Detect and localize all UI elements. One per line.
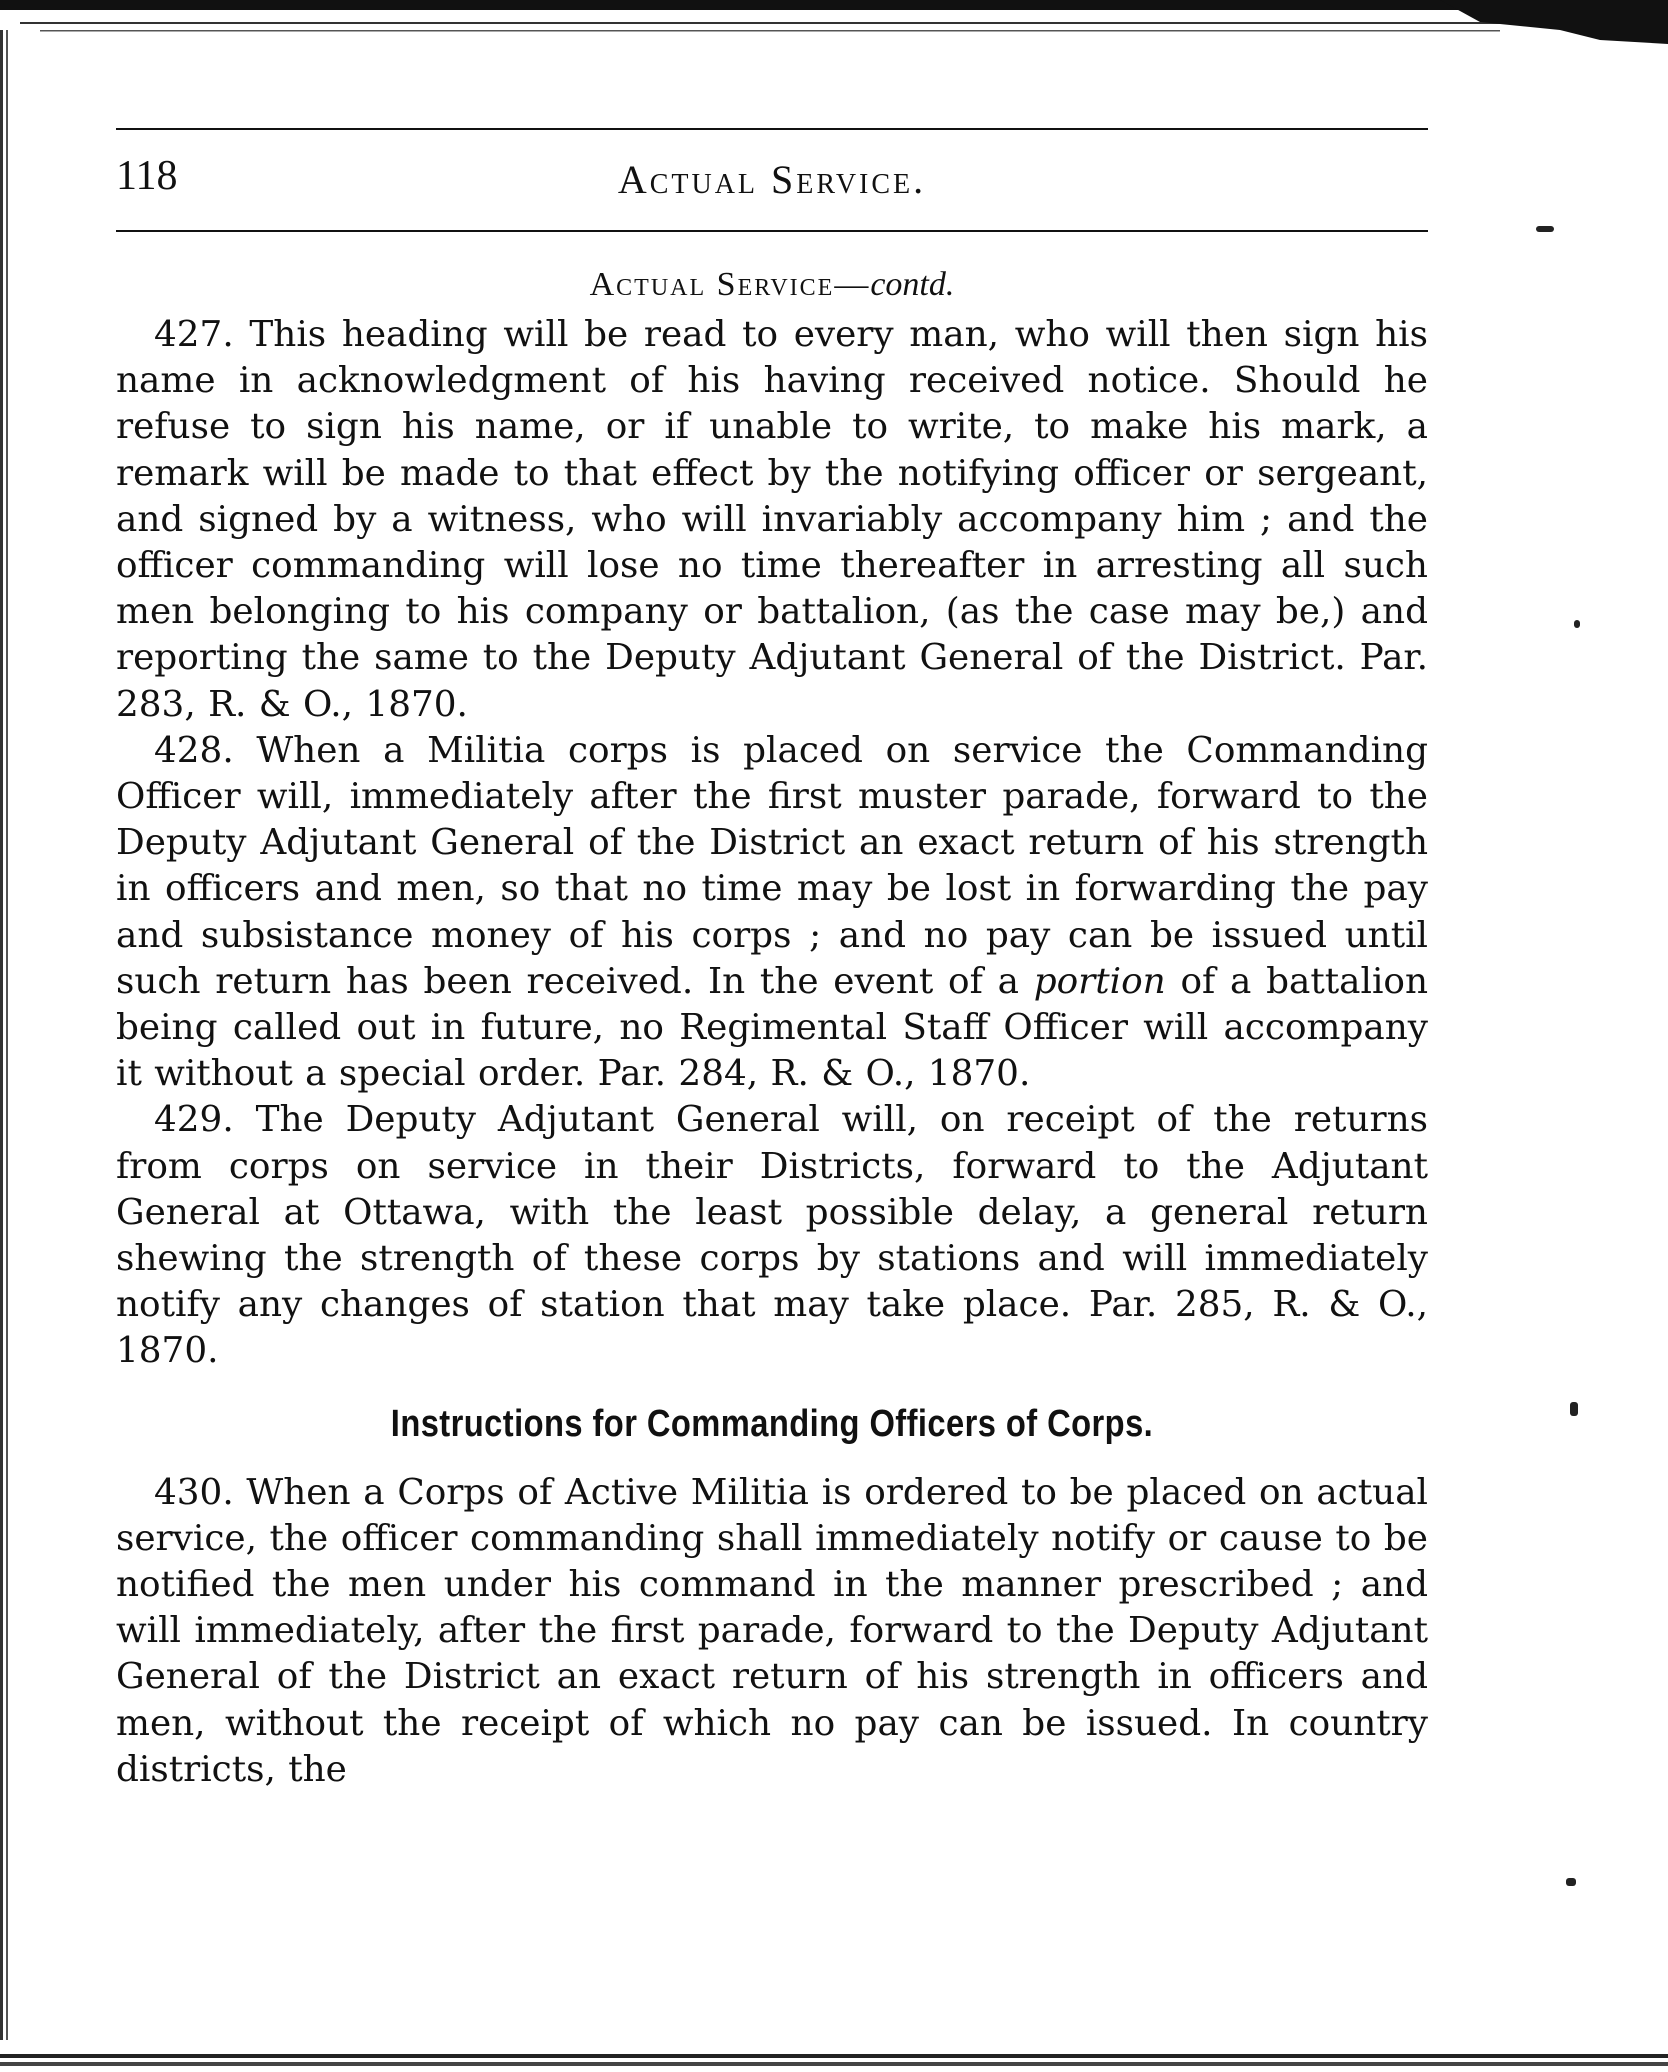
margin-mark <box>1570 1402 1578 1416</box>
margin-mark <box>1566 1878 1576 1886</box>
scan-bottom-edge <box>0 2046 1668 2072</box>
paragraph-428 <box>116 728 1428 1098</box>
paragraph-430: 430. When a Corps of Active Militia is ordered to be placed on actual service, the officer commanding shall immediately notify or cause to be notified the men under his command in the manner prescribed ; and will immediately, after the first parade, forward to the Deputy Adjutant General of the District an exact return of his strength in officers and men, without the receipt of which no pay can be issued. In country districts, the <box>116 1471 1428 1790</box>
paragraph-428-italic: portion <box>1033 960 1166 1002</box>
paragraph-428-part1: 428. When a Militia corps is placed on service the Commanding Officer will, immediately after the first muster parade, forward to the Deputy Adjutant General of the District an exact return of his strength in officers and men, so that no time may be lost in forwarding the pay and subsistance money of his corps ; and no pay can be issued until such return has been received. In the event of a <box>116 729 1428 1002</box>
continuation-title: Actual Service— <box>589 266 871 303</box>
head-rule <box>116 230 1428 232</box>
paragraph-427: 427. This heading will be read to every man, who will then sign his name in acknowledgment of his having received notice. Should he refuse to sign his name, or if unable to write, to make his mark, a remark will be made to that effect by the notifying officer or sergeant, and signed by a witness, who will invariably accompany him ; and the officer commanding will lose no time thereafter in arresting all such men belonging to his company or battalion, (as the case may be,) and reporting the same to the Deputy Adjutant General of the District. Par. 283, R. & O., 1870. <box>116 314 1428 725</box>
book-page <box>116 128 1428 1793</box>
paragraph-428-part2: of a battalion being called out in future, no Regimental Staff Officer will accompany it without a special order. Par. 284, R. & O., 1870. <box>116 960 1428 1095</box>
margin-mark <box>1536 226 1554 232</box>
paragraph-429: 429. The Deputy Adjutant General will, on receipt of the returns from corps on service in their Districts, forward to the Adjutant General at Ottawa, with the least possible delay, a general return shewing the strength of these corps by stations and will immediately notify any changes of station that may take place. Par. 285, R. & O., 1870. <box>116 1099 1428 1372</box>
running-title: Actual Service. <box>617 157 927 202</box>
continuation-heading <box>116 266 1428 304</box>
margin-mark <box>1574 620 1580 628</box>
scan-left-edge <box>0 30 10 2040</box>
page-number: 118 <box>116 153 178 199</box>
section-heading: Instructions for Commanding Officers of Corps. <box>390 1402 1154 1445</box>
running-head <box>116 130 1428 230</box>
scan-top-edge <box>0 0 1668 48</box>
continuation-contd: contd. <box>870 266 955 303</box>
